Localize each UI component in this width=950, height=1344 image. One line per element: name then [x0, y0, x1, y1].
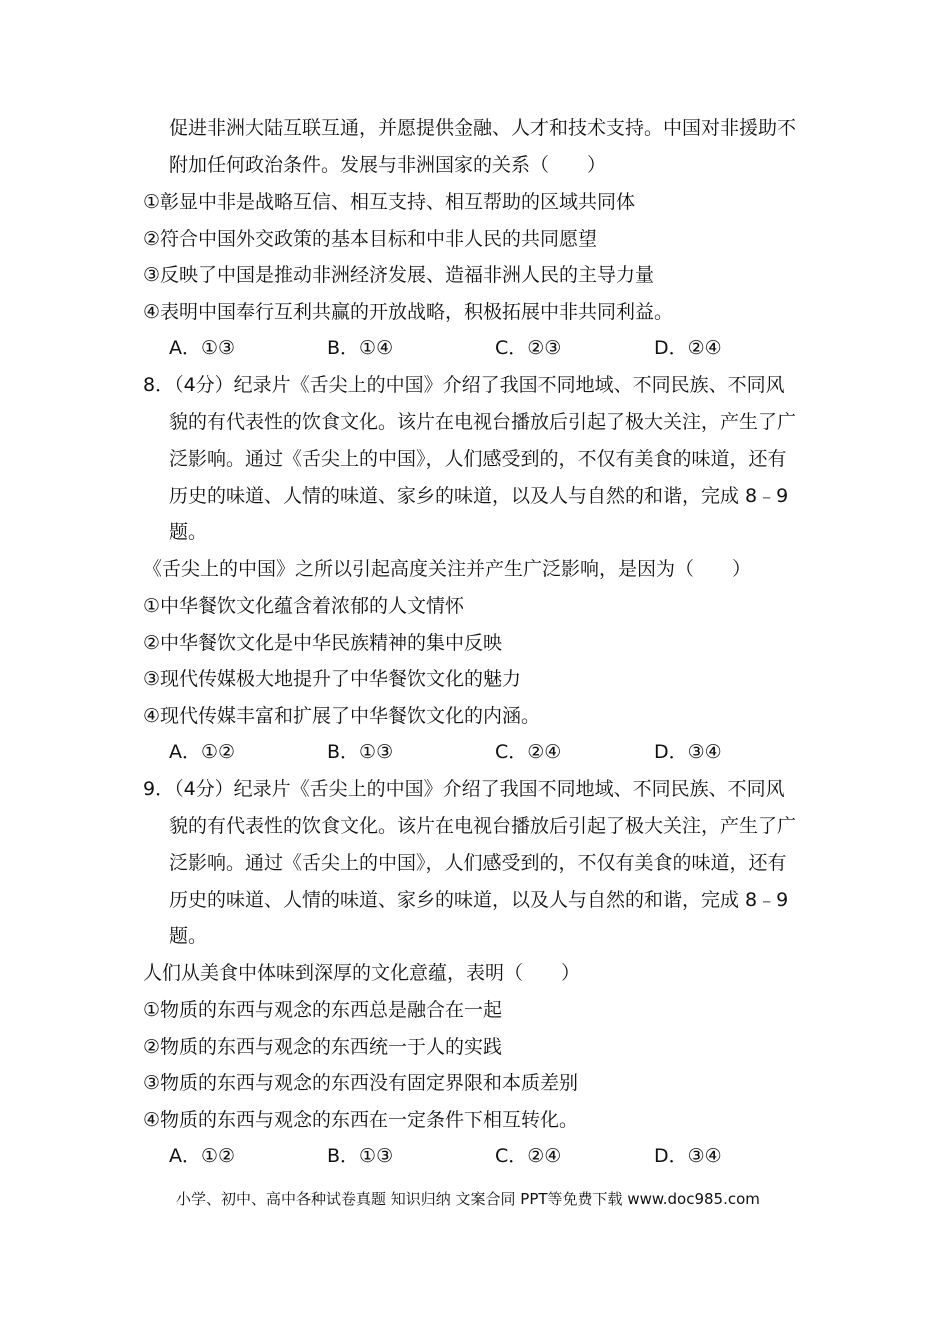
q8-statement-4: ④现代传媒丰富和扩展了中华餐饮文化的内涵。 — [143, 705, 541, 727]
page-footer: 小学、初中、高中各种试卷真题 知识归纳 文案合同 PPT等免费下载 www.doc985.com — [176, 1190, 760, 1208]
q8-statement-3: ③现代传媒极大地提升了中华餐饮文化的魅力 — [143, 668, 522, 690]
q8-stem-line: 貌的有代表性的饮食文化。该片在电视台播放后引起了极大关注，产生了广 — [169, 411, 797, 433]
q7-option-c: C．②③ — [495, 337, 562, 359]
q8-statement-2: ②中华餐饮文化是中华民族精神的集中反映 — [143, 632, 503, 654]
q9-stem-line: 泛影响。通过《舌尖上的中国》，人们感受到的，不仅有美食的味道，还有 — [169, 852, 787, 874]
q7-option-a: A．①③ — [169, 337, 236, 359]
q8-stem-line: 题。 — [169, 521, 208, 543]
q8-option-c: C．②④ — [495, 741, 562, 763]
q9-stem-line: 9．（4分）纪录片《舌尖上的中国》介绍了我国不同地域、不同民族、不同风 — [143, 778, 785, 800]
q9-question: 人们从美食中体味到深厚的文化意蕴，表明（ ） — [143, 962, 581, 984]
q9-stem-line: 貌的有代表性的饮食文化。该片在电视台播放后引起了极大关注，产生了广 — [169, 815, 797, 837]
q8-question: 《舌尖上的中国》之所以引起高度关注并产生广泛影响，是因为（ ） — [143, 558, 752, 580]
q8-stem-line: 泛影响。通过《舌尖上的中国》，人们感受到的，不仅有美食的味道，还有 — [169, 448, 787, 470]
q9-option-d: D．③④ — [654, 1145, 722, 1167]
q7-statement-4: ④表明中国奉行互利共赢的开放战略，积极拓展中非共同利益。 — [143, 301, 674, 323]
q8-stem-line: 历史的味道、人情的味道、家乡的味道，以及人与自然的和谐，完成 8﹣9 — [169, 485, 789, 507]
q8-option-d: D．③④ — [654, 741, 722, 763]
q9-statement-1: ①物质的东西与观念的东西总是融合在一起 — [143, 999, 503, 1021]
q8-option-a: A．①② — [169, 741, 236, 763]
q7-option-b: B．①④ — [327, 337, 394, 359]
q8-statement-1: ①中华餐饮文化蕴含着浓郁的人文情怀 — [143, 595, 465, 617]
q7-statement-2: ②符合中国外交政策的基本目标和中非人民的共同愿望 — [143, 228, 598, 250]
q7-statement-3: ③反映了中国是推动非洲经济发展、造福非洲人民的主导力量 — [143, 264, 655, 286]
q9-statement-2: ②物质的东西与观念的东西统一于人的实践 — [143, 1036, 503, 1058]
q9-statement-4: ④物质的东西与观念的东西在一定条件下相互转化。 — [143, 1109, 579, 1131]
q9-stem-line: 题。 — [169, 925, 208, 947]
q7-option-d: D．②④ — [654, 337, 722, 359]
q9-option-b: B．①③ — [327, 1145, 394, 1167]
q9-stem-line: 历史的味道、人情的味道、家乡的味道，以及人与自然的和谐，完成 8﹣9 — [169, 889, 789, 911]
q7-stem-line: 促进非洲大陆互联互通，并愿提供金融、人才和技术支持。中国对非援助不 — [169, 117, 797, 139]
q8-option-b: B．①③ — [327, 741, 394, 763]
q7-stem-line: 附加任何政治条件。发展与非洲国家的关系（ ） — [169, 154, 607, 176]
q8-stem-line: 8．（4分）纪录片《舌尖上的中国》介绍了我国不同地域、不同民族、不同风 — [143, 374, 785, 396]
q9-statement-3: ③物质的东西与观念的东西没有固定界限和本质差别 — [143, 1072, 579, 1094]
q9-option-c: C．②④ — [495, 1145, 562, 1167]
q7-statement-1: ①彰显中非是战略互信、相互支持、相互帮助的区域共同体 — [143, 191, 636, 213]
q9-option-a: A．①② — [169, 1145, 236, 1167]
